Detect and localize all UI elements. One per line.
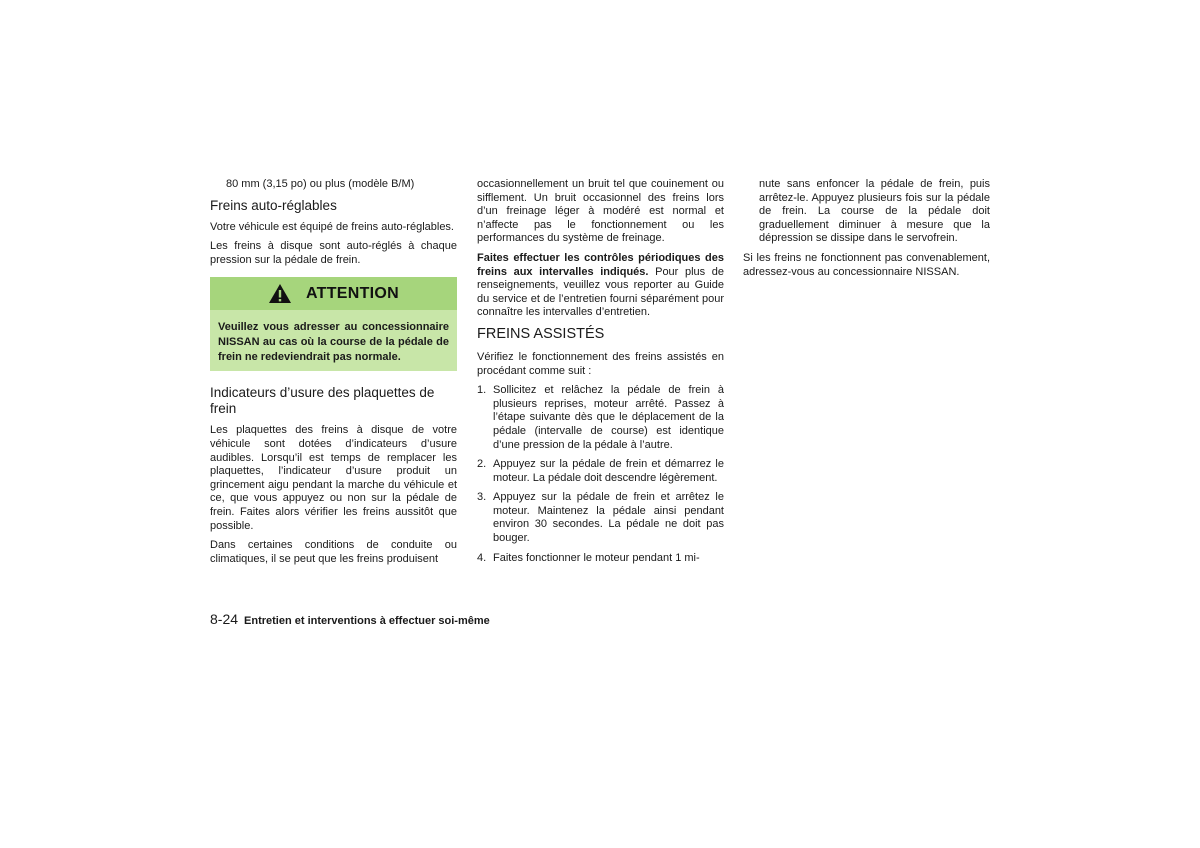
section-title: Entretien et interventions à effectuer soi-même: [244, 615, 490, 627]
attention-text: Veuillez vous adresser au concessionnaire NISSAN au cas où la course de la pédale de frein ne redeviendrait pas normale.: [218, 321, 449, 364]
paragraph: Les plaquettes des freins à disque de votre véhicule sont dotées d’indicateurs d’usure audibles. Lorsqu’il est temps de remplacer les plaquettes, l’indicateur d’usure produit un grincement aigu pendant la marche du véhicule et ce, que vous appuyez ou non sur la pédale de frein. Faites alors vérifier les freins aussitôt que possible.: [210, 424, 457, 532]
column-left: [210, 178, 457, 566]
list-item: [477, 491, 724, 545]
step-number: 2.: [477, 458, 487, 471]
bold-text: Faites effectuer les contrôles périodiques des freins aux intervalles indiqués.: [477, 251, 724, 278]
page-footer: [210, 611, 490, 627]
column-right: [743, 178, 990, 285]
heading-wear-indicators: Indicateurs d’usure des plaquettes de frein: [210, 385, 435, 417]
paragraph: occasionnellement un bruit tel que couinement ou sifflement. Un bruit occasionnel des freins lors d’un freinage léger à modéré est normal et n’affecte pas le fonctionnement ou les performances du système de freinage.: [477, 178, 724, 245]
heading-self-adjusting-brakes: Freins auto-réglables: [210, 197, 337, 213]
text: Pour plus de renseignements, veuillez vous reporter au Guide du service et de l’entretien fourni séparément pour connaître les intervalles d’entretien.: [477, 265, 724, 319]
paragraph: [477, 252, 724, 320]
heading-power-brakes: FREINS ASSISTÉS: [477, 325, 605, 342]
paragraph: Dans certaines conditions de conduite ou climatiques, il se peut que les freins produisent: [210, 539, 457, 565]
attention-title: ATTENTION: [305, 285, 400, 303]
step-number: 1.: [477, 384, 487, 397]
step-number: 3.: [477, 491, 487, 504]
step-text: Faites fonctionner le moteur pendant 1 mi-: [493, 551, 700, 564]
list-item: [477, 552, 724, 566]
paragraph: Les freins à disque sont auto-réglés à chaque pression sur la pédale de frein.: [210, 240, 457, 266]
paragraph: Vérifiez le fonctionnement des freins assistés en procédant comme suit :: [477, 350, 724, 377]
step-text: Appuyez sur la pédale de frein et démarrez le moteur. La pédale doit descendre légèrement.: [493, 458, 724, 484]
paragraph: Si les freins ne fonctionnent pas convenablement, adressez-vous au concessionnaire NISSAN.: [743, 251, 990, 278]
list-item: [477, 458, 724, 485]
page-number: 8-24: [210, 611, 239, 627]
attention-box: [210, 277, 457, 371]
attention-body: [210, 310, 457, 371]
steps-list: [477, 384, 724, 565]
paragraph: 80 mm (3,15 po) ou plus (modèle B/M): [226, 178, 415, 190]
attention-header: [210, 277, 457, 310]
paragraph: Votre véhicule est équipé de freins auto-réglables.: [210, 220, 454, 233]
warning-icon: [268, 283, 292, 304]
step-text: Appuyez sur la pédale de frein et arrêtez le moteur. Maintenez la pédale ainsi pendant environ 30 secondes. La pédale ne doit pas bouger.: [493, 491, 724, 545]
step-number: 4.: [477, 551, 487, 564]
step-text: Sollicitez et relâchez la pédale de frein à plusieurs reprises, moteur arrêté. Passez à l’étape suivante dès que le déplacement de la pédale (intervalle de course) est identique d’une pression de la pédale à l’autre.: [493, 384, 724, 451]
column-middle: [477, 178, 724, 565]
paragraph: nute sans enfoncer la pédale de frein, puis arrêtez-le. Appuyez plusieurs fois sur la pédale de frein. La course de la pédale doit graduellement diminuer à mesure que la dépression se dissipe dans le servofrein.: [759, 178, 990, 245]
list-item: [477, 384, 724, 452]
